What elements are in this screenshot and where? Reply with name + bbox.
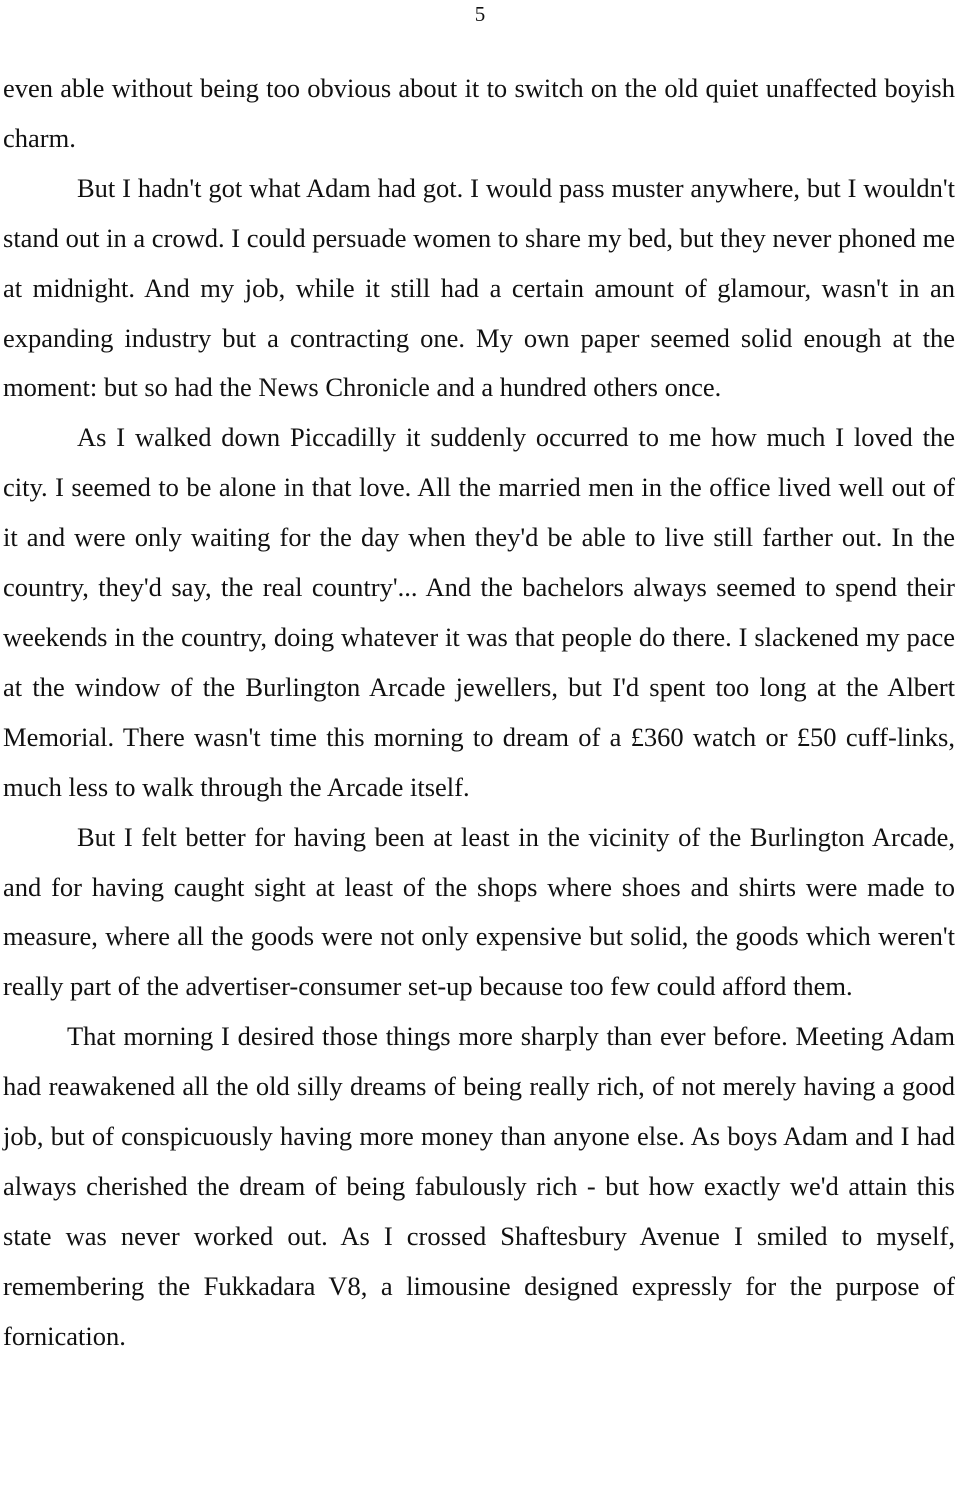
paragraph-3: As I walked down Piccadilly it suddenly occurred to me how much I loved the city. I seemed to be alone in that love. All the married men in the office lived well out of it and were only waiting for the day when they'd be able to live still farther out. In the country, they'd say, the real country'... And the bachelors always seemed to spend their weekends in the country, doing whatever it was that people do there. I slackened my pace at the window of the Burlington Arcade jewellers, but I'd spent too long at the Albert Memorial. There wasn't time this morning to dream of a £360 watch or £50 cuff-links, much less to walk through the Arcade itself. <box>3 422 955 802</box>
paragraph-5: That morning I desired those things more sharply than ever before. Meeting Adam had reawakened all the old silly dreams of being really rich, of not merely having a good job, but of conspicuously having more money than anyone else. As boys Adam and I had always cherished the dream of being fabulously rich - but how exactly we'd attain this state was never worked out. As I crossed Shaftesbury Avenue I smiled to myself, remembering the Fukkadara V8, a limousine designed expressly for the purpose of fornication. <box>3 1021 955 1351</box>
paragraph-1: even able without being too obvious about it to switch on the old quiet unaffected boyish charm. <box>3 73 955 153</box>
paragraph-2: But I hadn't got what Adam had got. I would pass muster anywhere, but I wouldn't stand out in a crowd. I could persuade women to share my bed, but they never phoned me at midnight. And my job, while it still had a certain amount of glamour, wasn't in an expanding industry but a contracting one. My own paper seemed solid enough at the moment: but so had the News Chronicle and a hundred others once. <box>3 172 955 403</box>
paragraph-4: But I felt better for having been at least in the vicinity of the Burlington Arcade, and for having caught sight at least of the shops where shoes and shirts were made to measure, where all the goods were not only expensive but solid, the goods which weren't really part of the advertiser-consumer set-up because too few could afford them. <box>3 821 955 1002</box>
page-number: 5 <box>474 2 486 26</box>
body-text <box>3 64 955 1362</box>
